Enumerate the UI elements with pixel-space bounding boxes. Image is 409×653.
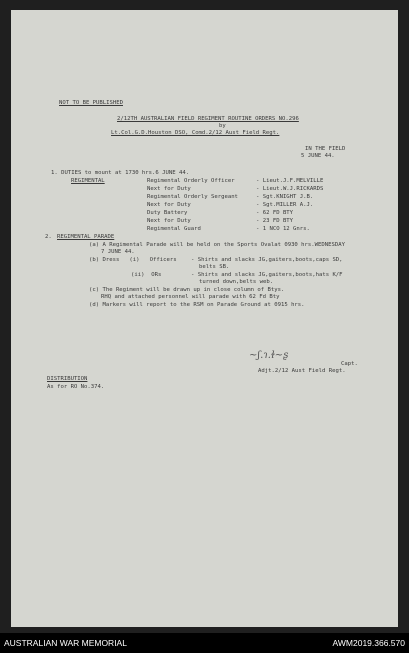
duty-person: - 1 NCO 12 Gnrs. [256, 226, 310, 232]
handwritten-signature: ~ʃ.ɿ.ɫ~ʂ [249, 350, 289, 361]
by-label: by [219, 123, 226, 129]
duty-person: - 23 FD BTY [256, 218, 294, 224]
order-date: 5 JUNE 44. [301, 153, 335, 159]
parade-item-b-ii: (ii) ORs [131, 272, 162, 278]
location: IN THE FIELD [305, 146, 346, 152]
duty-role: Next for Duty [147, 186, 191, 192]
archive-footer [0, 633, 409, 653]
parade-ors-dress-cont: turned down,belts web. [199, 279, 274, 285]
parade-heading: REGIMENTAL PARADE [57, 234, 115, 240]
document-page [11, 10, 398, 627]
duty-role: Next for Duty [147, 202, 191, 208]
parade-item-a-cont: 7 JUNE 44. [101, 249, 135, 255]
footer-accession-number: AWM2019.366.570 [332, 638, 405, 648]
parade-officers-dress-cont: belts SB. [199, 264, 230, 270]
distribution-heading: DISTRIBUTION [47, 376, 88, 382]
duty-role: Duty Battery [147, 210, 188, 216]
distribution-text: As for RO No.374. [47, 384, 105, 390]
parade-item-b: (b) Dress (i) Officers [89, 257, 177, 263]
duty-person: - Lieut.W.J.RICKARDS [256, 186, 324, 192]
commander-line: Lt.Col.G.D.Houston DSO, Comd.2/12 Aust Field Regt. [111, 130, 280, 136]
duty-person: - Sgt.MILLER A.J. [256, 202, 314, 208]
not-published-notice: NOT TO BE PUBLISHED [59, 100, 123, 106]
parade-item-c: (c) The Regiment will be drawn up in close column of Btys. [89, 287, 285, 293]
document-title: 2/12TH AUSTRALIAN FIELD REGIMENT ROUTINE ORDERS NO.296 [117, 116, 299, 122]
parade-item-a: (a) A Regimental Parade will be held on the Sports Ovalat 0930 hrs.WEDNESDAY [89, 242, 345, 248]
duty-role: Regimental Orderly Sergeant [147, 194, 238, 200]
regimental-label: REGIMENTAL [71, 178, 105, 184]
signature-title: Adjt.2/12 Aust Field Regt. [258, 368, 346, 374]
duty-role: Regimental Orderly Officer [147, 178, 235, 184]
parade-item-c-cont: RHQ and attached personnel will parade with 62 Fd Bty [101, 294, 280, 300]
signature-rank: Capt. [341, 361, 358, 367]
parade-ors-dress: - Shirts and slacks JG,gaiters,boots,hats K/F [191, 272, 343, 278]
duties-heading: 1. DUTIES to mount at 1730 hrs.6 JUNE 44. [51, 170, 190, 176]
footer-institution: AUSTRALIAN WAR MEMORIAL [4, 638, 127, 648]
parade-item-d: (d) Markers will report to the RSM on Parade Ground at 0915 hrs. [89, 302, 305, 308]
duty-person: - 62 FD BTY [256, 210, 294, 216]
duty-person: - Sgt.KNIGHT J.B. [256, 194, 314, 200]
parade-officers-dress: - Shirts and slacks JG,gaiters,boots,caps SD, [191, 257, 343, 263]
parade-number: 2. [45, 234, 52, 240]
duty-person: - Lieut.J.F.MELVILLE [256, 178, 324, 184]
duty-role: Next for Duty [147, 218, 191, 224]
duty-role: Regimental Guard [147, 226, 201, 232]
